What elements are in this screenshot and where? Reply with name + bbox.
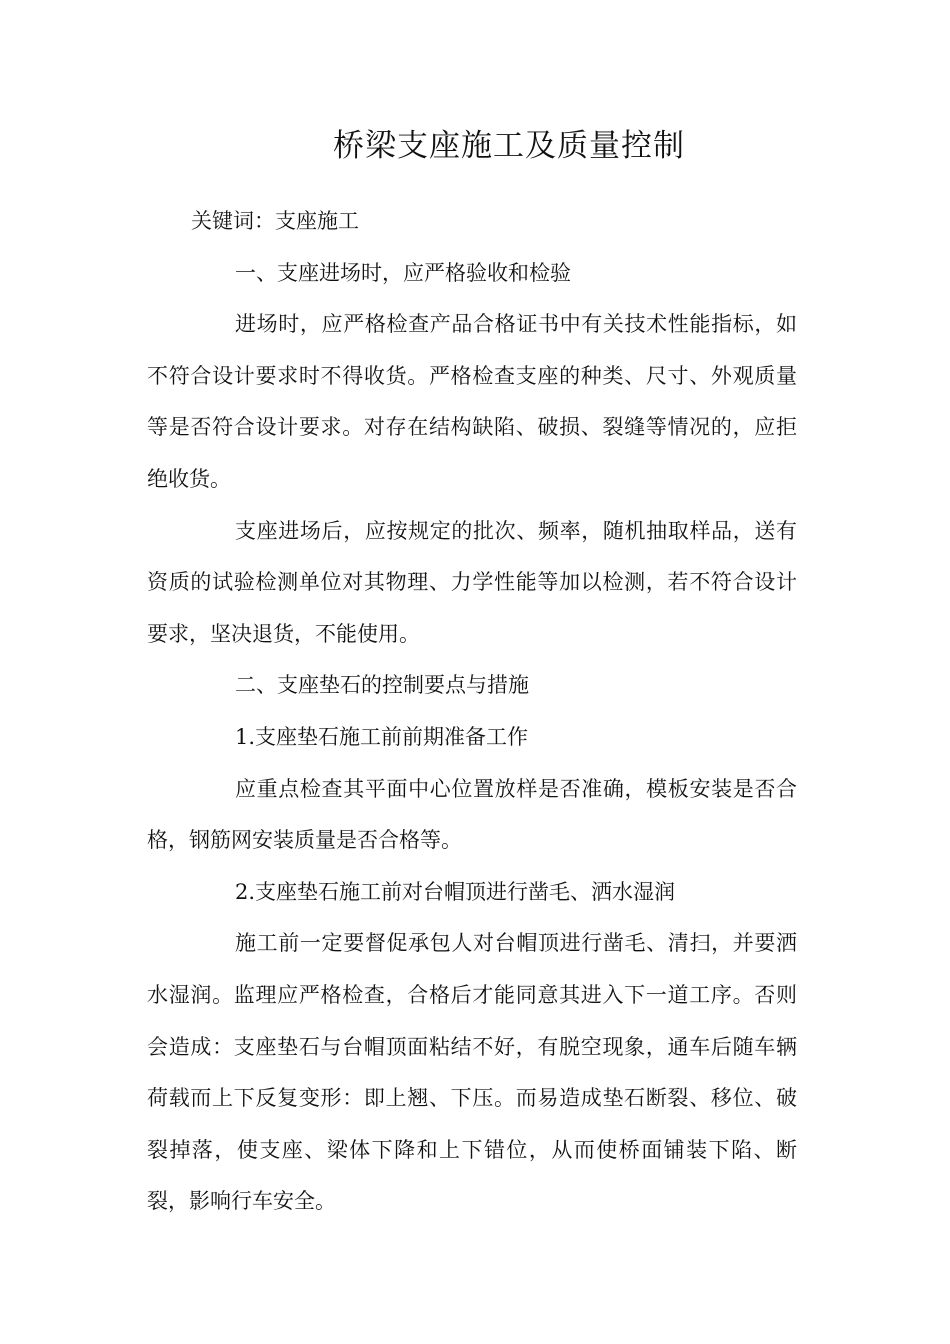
section-heading-1: 一、支座进场时，应严格验收和检验 bbox=[235, 260, 571, 285]
paragraph: 支座进场后，应按规定的批次、频率，随机抽取样品，送有资质的试验检测单位对其物理、力学性能等加以检测，若不符合设计要求，坚决退货，不能使用。 bbox=[147, 518, 797, 646]
subsection-heading-1: 1.支座垫石施工前前期准备工作 bbox=[235, 724, 529, 749]
document-body bbox=[147, 196, 797, 1228]
document-title: 桥梁支座施工及质量控制 bbox=[333, 128, 685, 164]
section-heading-2: 二、支座垫石的控制要点与措施 bbox=[235, 673, 529, 698]
keywords-line: 关键词：支座施工 bbox=[191, 209, 359, 233]
subsection-heading-2: 2.支座垫石施工前对台帽顶进行凿毛、洒水湿润 bbox=[235, 879, 676, 904]
paragraph: 应重点检查其平面中心位置放样是否准确，模板安装是否合格，钢筋网安装质量是否合格等。 bbox=[147, 776, 797, 853]
paragraph: 进场时，应严格检查产品合格证书中有关技术性能指标，如不符合设计要求时不得收货。严格检查支座的种类、尺寸、外观质量等是否符合设计要求。对存在结构缺陷、破损、裂缝等情况的，应拒绝收货。 bbox=[147, 312, 797, 491]
paragraph: 施工前一定要督促承包人对台帽顶进行凿毛、清扫，并要洒水湿润。监理应严格检查，合格后才能同意其进入下一道工序。否则会造成：支座垫石与台帽顶面粘结不好，有脱空现象，通车后随车辆荷载而上下反复变形：即上翘、下压。而易造成垫石断裂、移位、破裂掉落，使支座、梁体下降和上下错位，从而使桥面铺装下陷、断裂，影响行车安全。 bbox=[147, 931, 797, 1214]
